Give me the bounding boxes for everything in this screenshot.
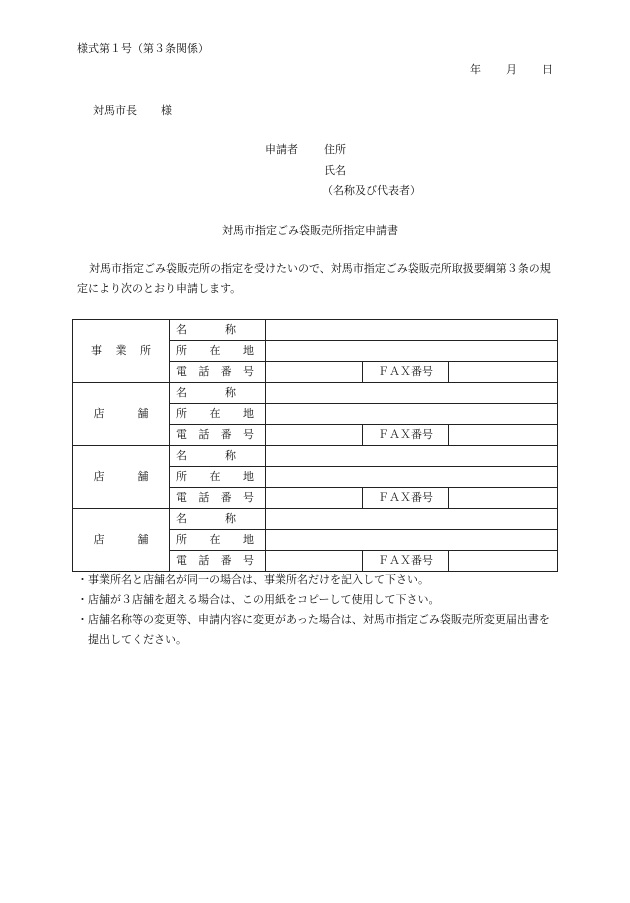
date-day-label: 日 bbox=[542, 63, 553, 76]
name-value-field[interactable] bbox=[266, 383, 558, 404]
table-row bbox=[73, 446, 558, 467]
fax-label: ＦＡＸ番号 bbox=[363, 488, 449, 509]
location-label-cell bbox=[170, 530, 266, 551]
phone-label-char: 話 bbox=[198, 428, 210, 441]
name-label bbox=[176, 447, 236, 465]
addressee-honorific: 様 bbox=[161, 104, 172, 117]
body-paragraph: 対馬市指定ごみ袋販売所の指定を受けたいので、対馬市指定ごみ袋販売所取扱要綱第３条の規定により次のとおり申請します。 bbox=[77, 262, 551, 295]
section-label-char: 舗 bbox=[137, 533, 149, 546]
fax-label: ＦＡＸ番号 bbox=[363, 425, 449, 446]
phone-label bbox=[176, 552, 254, 570]
phone-value-field[interactable] bbox=[266, 425, 363, 446]
fax-value-field[interactable] bbox=[449, 425, 558, 446]
location-label-char: 所 bbox=[176, 344, 187, 357]
phone-label-char: 号 bbox=[242, 554, 254, 567]
phone-label-char: 号 bbox=[242, 491, 254, 504]
phone-label-char: 号 bbox=[242, 428, 254, 441]
name-label-char: 名 bbox=[176, 386, 187, 399]
fax-value-field[interactable] bbox=[449, 488, 558, 509]
application-table bbox=[72, 319, 558, 572]
date-year-label: 年 bbox=[470, 63, 481, 76]
section-label-store bbox=[73, 383, 170, 446]
location-label bbox=[176, 342, 254, 360]
name-label-char: 称 bbox=[225, 449, 236, 462]
location-label bbox=[176, 531, 254, 549]
applicant-label: 申請者 bbox=[265, 143, 298, 156]
fax-label: ＦＡＸ番号 bbox=[363, 551, 449, 572]
location-label bbox=[176, 405, 254, 423]
section-label-char: 事 bbox=[91, 344, 102, 357]
name-label-cell bbox=[170, 509, 266, 530]
name-label-char: 称 bbox=[225, 323, 236, 336]
section-label-char: 舗 bbox=[137, 470, 149, 483]
section-label-store bbox=[73, 509, 170, 572]
location-label-char: 地 bbox=[243, 533, 254, 546]
table-row bbox=[73, 383, 558, 404]
name-value-field[interactable] bbox=[266, 320, 558, 341]
section-label-char: 業 bbox=[115, 344, 127, 357]
name-label-cell bbox=[170, 446, 266, 467]
fax-value-field[interactable] bbox=[449, 551, 558, 572]
section-label-char: 舗 bbox=[137, 407, 149, 420]
location-value-field[interactable] bbox=[266, 530, 558, 551]
location-label-char: 所 bbox=[176, 470, 187, 483]
phone-value-field[interactable] bbox=[266, 362, 363, 383]
name-label-char: 名 bbox=[176, 323, 187, 336]
note-bullet: ・ bbox=[77, 573, 88, 586]
location-label-char: 地 bbox=[243, 407, 254, 420]
name-label bbox=[176, 384, 236, 402]
phone-label-char: 電 bbox=[176, 554, 187, 567]
phone-value-field[interactable] bbox=[266, 488, 363, 509]
phone-label-cell bbox=[170, 488, 266, 509]
location-label bbox=[176, 468, 254, 486]
name-label-char: 称 bbox=[225, 512, 236, 525]
note-item bbox=[77, 590, 557, 610]
addressee-name: 対馬市長 bbox=[93, 104, 137, 117]
phone-label-char: 電 bbox=[176, 428, 187, 441]
fax-value-field[interactable] bbox=[449, 362, 558, 383]
location-value-field[interactable] bbox=[266, 467, 558, 488]
location-label-char: 在 bbox=[209, 407, 221, 420]
note-item bbox=[77, 610, 557, 650]
location-value-field[interactable] bbox=[266, 404, 558, 425]
location-label-char: 在 bbox=[209, 344, 221, 357]
location-label-char: 所 bbox=[176, 533, 187, 546]
phone-label-cell bbox=[170, 425, 266, 446]
phone-label-char: 号 bbox=[242, 365, 254, 378]
section-label-char: 所 bbox=[140, 344, 151, 357]
phone-label-char: 電 bbox=[176, 491, 187, 504]
phone-label-char: 話 bbox=[198, 365, 210, 378]
name-label bbox=[176, 510, 236, 528]
phone-label-char: 話 bbox=[198, 491, 210, 504]
note-bullet: ・ bbox=[77, 593, 88, 606]
form-number: 様式第１号（第３条関係） bbox=[77, 42, 209, 55]
fax-label: ＦＡＸ番号 bbox=[363, 362, 449, 383]
applicant-name-label: 氏名 bbox=[324, 164, 346, 177]
name-value-field[interactable] bbox=[266, 509, 558, 530]
section-label-char: 店 bbox=[93, 533, 105, 546]
location-label-char: 地 bbox=[243, 344, 254, 357]
applicant-address-label: 住所 bbox=[324, 143, 346, 156]
phone-label-char: 電 bbox=[176, 365, 187, 378]
section-label-char: 店 bbox=[93, 407, 105, 420]
note-text: 店舗が３店舗を超える場合は、この用紙をコピーして使用して下さい。 bbox=[88, 593, 440, 606]
phone-label-char: 番 bbox=[220, 365, 232, 378]
location-label-cell bbox=[170, 341, 266, 362]
location-value-field[interactable] bbox=[266, 341, 558, 362]
phone-value-field[interactable] bbox=[266, 551, 363, 572]
name-value-field[interactable] bbox=[266, 446, 558, 467]
name-label bbox=[176, 321, 236, 339]
section-label-char: 店 bbox=[93, 470, 105, 483]
phone-label bbox=[176, 426, 254, 444]
note-text: 事業所名と店舗名が同一の場合は、事業所名だけを記入して下さい。 bbox=[88, 573, 429, 586]
location-label-cell bbox=[170, 404, 266, 425]
location-label-char: 在 bbox=[209, 533, 221, 546]
phone-label-char: 番 bbox=[220, 428, 232, 441]
name-label-char: 名 bbox=[176, 449, 187, 462]
name-label-char: 名 bbox=[176, 512, 187, 525]
applicant-name-note: （名称及び代表者） bbox=[322, 184, 421, 197]
date-month-label: 月 bbox=[506, 63, 517, 76]
phone-label bbox=[176, 489, 254, 507]
phone-label-char: 話 bbox=[198, 554, 210, 567]
phone-label bbox=[176, 363, 254, 381]
location-label-char: 在 bbox=[209, 470, 221, 483]
table-row bbox=[73, 509, 558, 530]
notes bbox=[77, 570, 557, 650]
document-title: 対馬市指定ごみ袋販売所指定申請書 bbox=[222, 224, 398, 237]
table-row bbox=[73, 320, 558, 341]
location-label-char: 所 bbox=[176, 407, 187, 420]
name-label-cell bbox=[170, 383, 266, 404]
section-label-office bbox=[73, 320, 170, 383]
phone-label-cell bbox=[170, 551, 266, 572]
name-label-cell bbox=[170, 320, 266, 341]
name-label-char: 称 bbox=[225, 386, 236, 399]
note-bullet: ・ bbox=[77, 613, 88, 626]
note-text: 店舗名称等の変更等、申請内容に変更があった場合は、対馬市指定ごみ袋販売所変更届出書を提出してください。 bbox=[88, 613, 550, 646]
note-item bbox=[77, 570, 557, 590]
phone-label-char: 番 bbox=[220, 554, 232, 567]
location-label-char: 地 bbox=[243, 470, 254, 483]
phone-label-char: 番 bbox=[220, 491, 232, 504]
phone-label-cell bbox=[170, 362, 266, 383]
section-label-store bbox=[73, 446, 170, 509]
location-label-cell bbox=[170, 467, 266, 488]
